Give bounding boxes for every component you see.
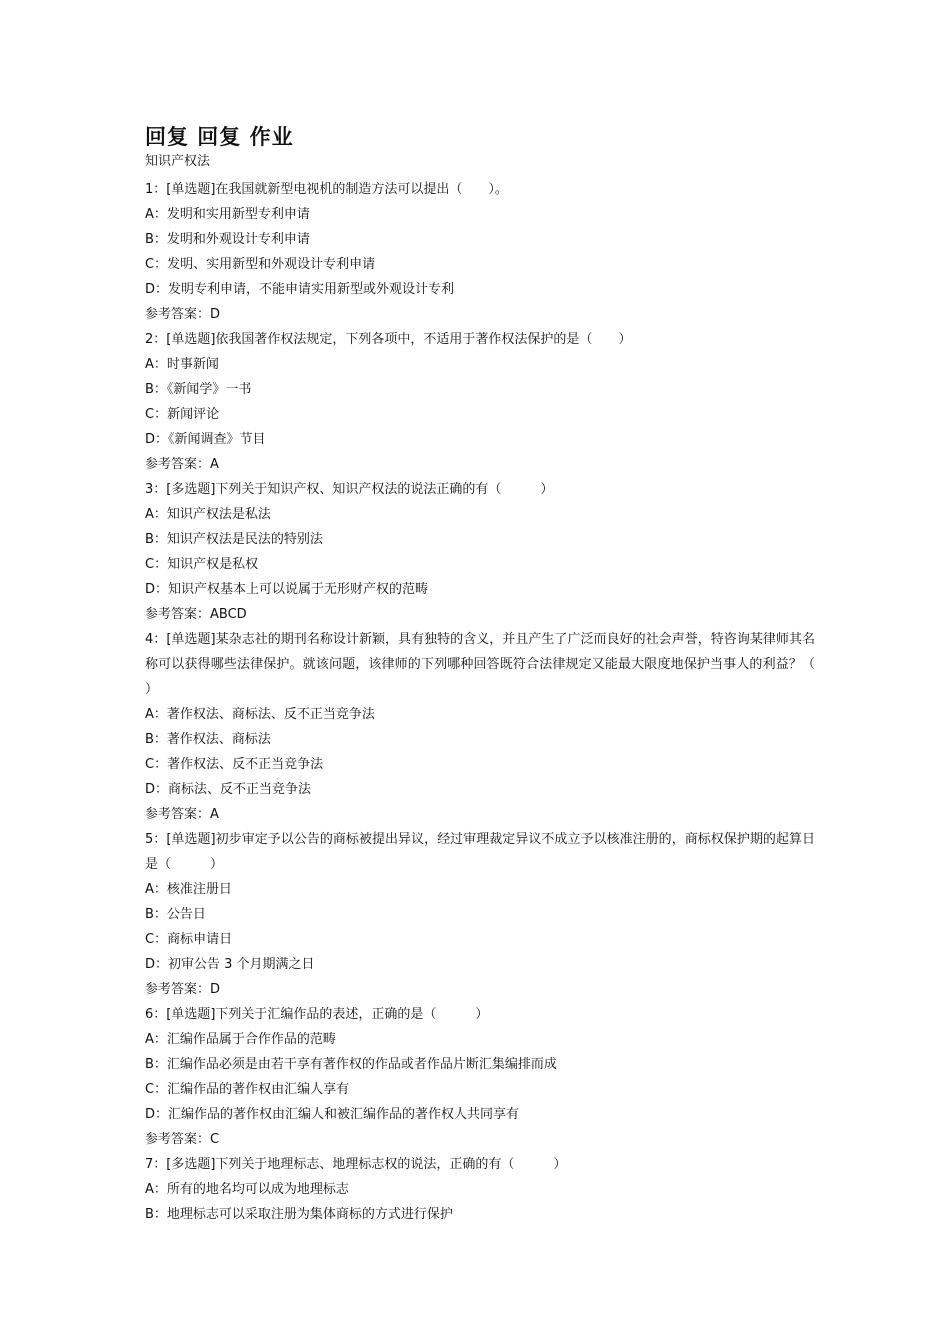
question-stem: 2：[单选题]依我国著作权法规定，下列各项中，不适用于著作权法保护的是（ ） [145,332,632,347]
reference-answer [145,602,815,627]
question-option: C：新闻评论 [145,407,220,422]
question-option: C：发明、实用新型和外观设计专利申请 [145,257,376,272]
reference-answer [145,1127,815,1152]
question-option: D：知识产权基本上可以说属于无形财产权的范畴 [145,582,429,597]
question-option: C：商标申请日 [145,932,233,947]
answer-prefix: 参考答案： [145,457,211,472]
question-option: A：知识产权法是私法 [145,507,271,522]
question-option: C：知识产权是私权 [145,557,259,572]
answer-value: D [210,307,221,322]
question-option: A：核准注册日 [145,882,232,897]
question-option: D：发明专利申请，不能申请实用新型或外观设计专利 [145,282,455,297]
question-stem: 3：[多选题]下列关于知识产权、知识产权法的说法正确的有（ ） [145,482,554,497]
answer-prefix: 参考答案： [145,307,211,322]
question-stem: 7：[多选题]下列关于地理标志、地理标志权的说法，正确的有（ ） [145,1157,567,1172]
question-option: D：初审公告 3 个月期满之日 [145,957,315,972]
question-option: C：汇编作品的著作权由汇编人享有 [145,1082,350,1097]
document-page [145,122,881,1227]
question-option: A：著作权法、商标法、反不正当竞争法 [145,707,375,722]
question-option: C：著作权法、反不正当竞争法 [145,757,324,772]
reference-answer [145,977,815,1002]
question-option: B：发明和外观设计专利申请 [145,232,310,247]
question-block [145,627,881,827]
answer-value: D [210,982,221,997]
question-stem: 4：[单选题]某杂志社的期刊名称设计新颖，具有独特的含义，并且产生了广泛而良好的社会声誉，特咨询某律师其名称可以获得哪些法律保护。就该问题，该律师的下列哪种回答既符合法律规定又能最大限度地保护当事人的利益？（ ） [145,632,881,697]
reference-answer [145,802,815,827]
answer-prefix: 参考答案： [145,1132,211,1147]
answer-value: A [210,457,219,472]
question-stem: 5：[单选题]初步审定予以公告的商标被提出异议，经过审理裁定异议不成立予以核准注册的，商标权保护期的起算日是（ ） [145,832,815,872]
question-block [145,1002,815,1152]
question-option: D：《新闻调查》节目 [145,432,266,447]
answer-prefix: 参考答案： [145,807,211,822]
course-subtitle: 知识产权法 [145,154,211,169]
question-option: B：《新闻学》一书 [145,382,252,397]
question-option: B：著作权法、商标法 [145,732,271,747]
question-option: D：汇编作品的著作权由汇编人和被汇编作品的著作权人共同享有 [145,1107,520,1122]
question-stem: 6：[单选题]下列关于汇编作品的表述，正确的是（ ） [145,1007,489,1022]
question-option: A：发明和实用新型专利申请 [145,207,310,222]
question-list [145,177,881,1227]
reference-answer [145,302,815,327]
question-option: B：公告日 [145,907,206,922]
question-option: A：汇编作品属于合作作品的范畴 [145,1032,336,1047]
question-option: A：时事新闻 [145,357,219,372]
answer-value: C [210,1132,220,1147]
question-option: A：所有的地名均可以成为地理标志 [145,1182,349,1197]
answer-value: ABCD [210,607,247,622]
answer-prefix: 参考答案： [145,982,211,997]
question-block [145,477,815,627]
question-option: B：知识产权法是民法的特别法 [145,532,323,547]
question-block [145,327,815,477]
question-stem: 1：[单选题]在我国就新型电视机的制造方法可以提出（ ）。 [145,182,508,197]
answer-prefix: 参考答案： [145,607,211,622]
question-block [145,827,815,1002]
page-title: 回复 回复 作业 [145,125,294,149]
reference-answer [145,452,815,477]
question-option: D：商标法、反不正当竞争法 [145,782,312,797]
answer-value: A [210,807,219,822]
question-block [145,177,815,327]
question-option: B：地理标志可以采取注册为集体商标的方式进行保护 [145,1207,453,1222]
question-block [145,1152,815,1227]
question-option: B：汇编作品必须是由若干享有著作权的作品或者作品片断汇集编排而成 [145,1057,557,1072]
